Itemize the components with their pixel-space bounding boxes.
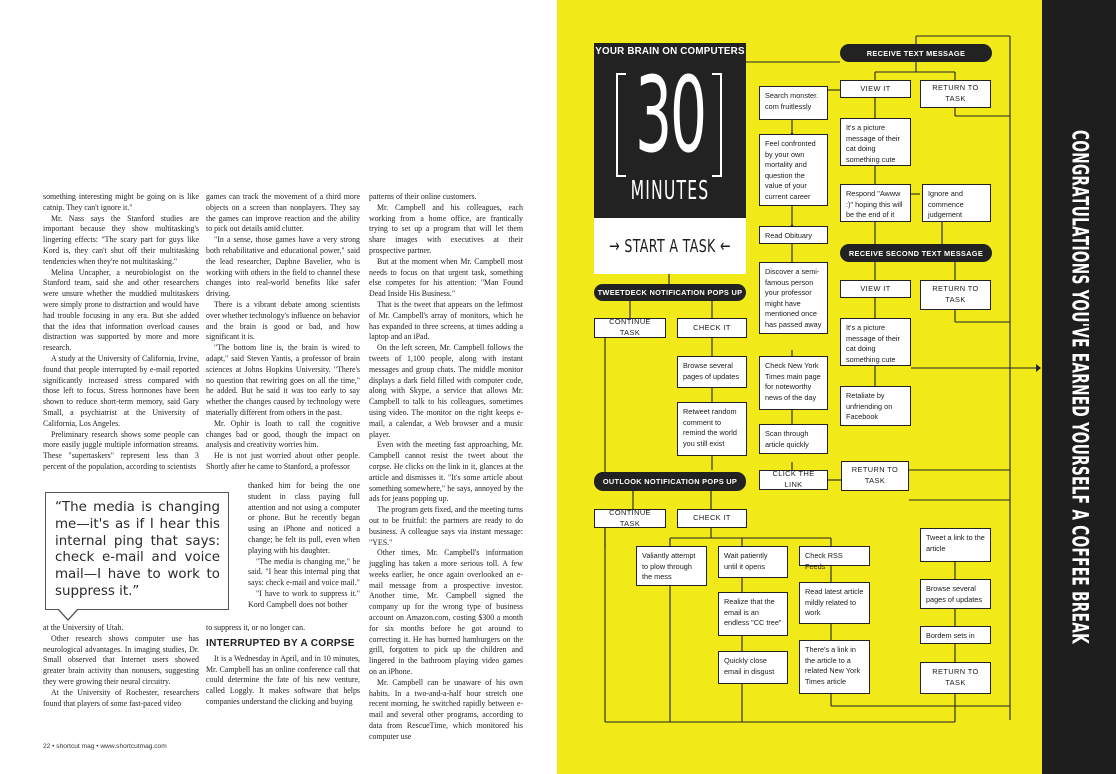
minutes-number: 30 [635,54,705,176]
scan-article-node: Scan through article quickly [759,424,828,454]
paragraph: That is the tweet that appears on the leftmost of Mr. Campbell's array of monitors, which he has expanded to three screens, at times adding a laptop and an iPad. [369,299,523,342]
pull-quote: “The media is changing me—it's as if I hear this internal ping that says: check e-mail and voice mail—I have to work to suppress it.” [45,492,229,610]
paragraph: Even with the meeting fast approaching, Mr. Campbell cannot resist the tweet about the corpse. He clicks on the link in it, glances at the article and dismisses it. "It's some article about something somewhere," he says, annoyed by the ads for jeans popping up. [369,440,523,504]
paragraph: Mr. Campbell can be unaware of his own habits. In a two-and-a-half hour stretch one recent morning, he switched rapidly between e-mail and several other programs, according to data from RescueTime, which monitored his computer use [369,677,523,741]
paragraph: Mr. Nass says the Stanford studies are important because they show multitasking's lingering effects: "The scary part for guys like Kord is, they can't shut off their multitasking tendencies when they're not multitasking." [43,213,199,266]
return-to-task-node-top: RETURN TO TASK [920,80,991,108]
check-rss-node: Check RSS Feeds [799,546,870,566]
realize-email-node: Realize that the email is an endless "CC tree" [718,592,788,636]
paragraph: Mr. Campbell and his colleagues, each working from a home office, are frantically trying to set up a program that will let them share images with executives at their prospective partner. [369,202,523,255]
view-it-node: VIEW IT [840,80,911,98]
paragraph: games can track the movement of a third more objects on a screen than nonplayers. They say the games can improve reaction and the ability to pick out details amid clutter. [206,192,360,234]
paragraph: thanked him for being the one student in class paying full attention and not using a computer or phone. But he recently began using an iPhone and noticed a change; he felt its pull, even when playing with his daughter. [248,481,360,555]
paragraph: A study at the University of California, Irvine, found that people interrupted by e-mail reported significantly increased stress compared with those left to focus. Stress hormones have been shown to reduce short-term memory, said Gary Small, a psychiatrist at the University of California, Los Angeles. [43,353,199,428]
check-it-node: CHECK IT [677,318,747,338]
paragraph: But at the moment when Mr. Campbell most needs to focus on that urgent task, something else competes for his attention: "Man Found Dead Inside His Business." [369,256,523,299]
continue-task-node: CONTINUE TASK [594,318,666,338]
paragraph: something interesting might be going on is like catnip. They can't ignore it." [43,192,199,212]
left-bracket [616,73,626,177]
paragraph: "The bottom line is, the brain is wired to adapt," said Steven Yantis, a professor of brain sciences at Johns Hopkins University. "There's no question that rewiring goes on all the time," he added. But he said it was too early to say whether the changes caused by technology were materially different from others in the past. [206,343,360,417]
paragraph: patterns of their online customers. [369,192,477,201]
outlook-bar: OUTLOOK NOTIFICATION POPS UP [594,472,746,491]
paragraph: The program gets fixed, and the meeting turns out to be fruitful: the partners are ready to do business. A colleague says via instant message: "YES." [369,505,523,547]
check-nyt-node: Check New York Times main page for noteworthy news of the day [759,356,828,410]
click-the-link-node: CLICK THE LINK [759,470,828,490]
ignore-commence-node: Ignore and commence judgement [922,184,991,222]
wait-patiently-node: Wait patiently until it opens [718,546,788,578]
check-it-node-2: CHECK IT [677,509,747,528]
paragraph: On the left screen, Mr. Campbell follows the tweets of 1,100 people, along with instant messages and group chats. The middle monitor displays a dark field filled with computer code, along with Skype, a service that allows Mr. Campbell to talk to his colleagues, sometimes using video. The monitor on the right keeps e-mail, a calendar, a Web browser and a music player. [369,343,523,439]
return-to-task-node-bottom: RETURN TO TASK [920,662,991,694]
paragraph: Mr. Ophir is loath to call the cognitive changes bad or good, though the impact on analysis and creativity worries him. [206,418,360,450]
view-it-node-2: VIEW IT [840,280,911,298]
paragraph: "I have to work to suppress it." Kord Campbell does not bother [248,588,360,609]
paragraph: "The media is changing me," he said. "I hear this internal ping that says: check e-mail and voice mail." [248,556,360,588]
respond-awww-node: Respond "Awww :)" hoping this will be the end of it [840,184,911,222]
return-to-task-node-mid: RETURN TO TASK [841,461,909,491]
coffee-break-text: CONGRATULATIONS YOU'VE EARNED YOURSELF A COFFEE BREAK [1066,130,1092,644]
return-to-task-node-2: RETURN TO TASK [920,280,991,310]
valiantly-attempt-node: Valiantly attempt to plow through the mess [636,546,707,586]
paragraph: Preliminary research shows some people can more easily juggle multiple information streams. These "supertaskers" represent less than 3 percent of the population, according to scientists [43,429,199,471]
tweetdeck-bar: TWEETDECK NOTIFICATION POPS UP [594,284,746,301]
minutes-label: MINUTES [630,176,710,206]
picture-cat-node-2: It's a picture message of their cat doing something cute [840,318,911,366]
section-heading: INTERRUPTED BY A CORPSE [206,638,355,649]
paragraph: at the University of Utah. [43,623,124,632]
start-a-task [594,218,746,274]
retweet-node: Retweet random comment to remind the world you still exist [677,402,747,456]
link-in-article-node: There's a link in the article to a related New York Times article [799,640,870,694]
boredom-node: Bordem sets in [920,626,991,644]
paragraph: He is not just worried about other people. Shortly after he came to Stanford, a professor [206,451,360,471]
paragraph: There is a vibrant debate among scientists over whether technology's influence on behavior and the brain is good or bad, and how significant it is. [206,299,360,342]
paragraph: At the University of Rochester, researchers found that players of some fast-paced video [43,687,199,708]
search-monster-node: Search monster. com fruitlessly [759,86,828,120]
start-a-task-label: → START A TASK ← [609,235,731,257]
continue-task-node-2: CONTINUE TASK [594,509,666,528]
right-bracket [712,73,722,177]
picture-cat-node: It's a picture message of their cat doing something cute [840,118,911,166]
receive-second-text-bar: RECEIVE SECOND TEXT MESSAGE [840,244,992,262]
tweet-link-node: Tweet a link to the article [920,528,991,562]
paragraph: "In a sense, those games have a very strong both rehabilitative and educational power," said the lead researcher, Daphne Bavelier, who is working with others in the field to channel these changes into real-world benefits like safer driving. [206,235,360,299]
paragraph: Other times, Mr. Campbell's information juggling has taken a more serious toll. A few weeks earlier, he once again overlooked an e-mail message from a prospective investor. Another time, Mr. Campbell signed the company up for the wrong type of business account on Amazon.com, costing $300 a month for six months before he got around to correcting it. He has burned hamburgers on the grill, forgotten to pick up the children and lingered in the bathroom playing video games on an iPhone. [369,548,523,677]
quickly-close-node: Quickly close email in disgust [718,651,788,684]
paragraph: Other research shows computer use has neurological advantages. In imaging studies, Dr. Small observed that Internet users showed greater brain activity than nonusers, suggesting they were growing their neural circuitry. [43,633,199,686]
feel-confronted-node: Feel confronted by your own mortality and question the value of your current career [759,134,828,206]
read-obituary-node: Read Obituary [759,226,828,244]
receive-text-bar: RECEIVE TEXT MESSAGE [840,44,992,62]
paragraph: to suppress it, or no longer can. [206,623,306,632]
brain-on-computers-box [594,43,746,218]
browse-updates-node-2: Browse several pages of updates [920,579,991,609]
paragraph: It is a Wednesday in April, and in 10 minutes, Mr. Campbell has an online conference call that could determine the fate of his new venture, called Loggly. It makes software that helps companies understand the clicking and buying [206,653,360,706]
page-footer: 22 • shortcut mag • www.shortcutmag.com [43,743,167,750]
paragraph: Melina Uncapher, a neurobiologist on the Stanford team, said she and other researchers were unsure whether the muddied multitaskers were simply prone to distraction and would have had trouble focusing in any era. But she added that the idea that information overload causes distraction was supported by more and more research. [43,267,199,353]
browse-updates-node: Browse several pages of updates [677,356,747,388]
retaliate-node: Retaliate by unfriending on Facebook [840,386,911,426]
read-latest-node: Read latest article mildly related to work [799,582,870,624]
brain-title: YOUR BRAIN ON COMPUTERS [595,46,745,57]
discover-famous-node: Discover a semi-famous person your professor might have mentioned once has passed away [759,262,828,334]
